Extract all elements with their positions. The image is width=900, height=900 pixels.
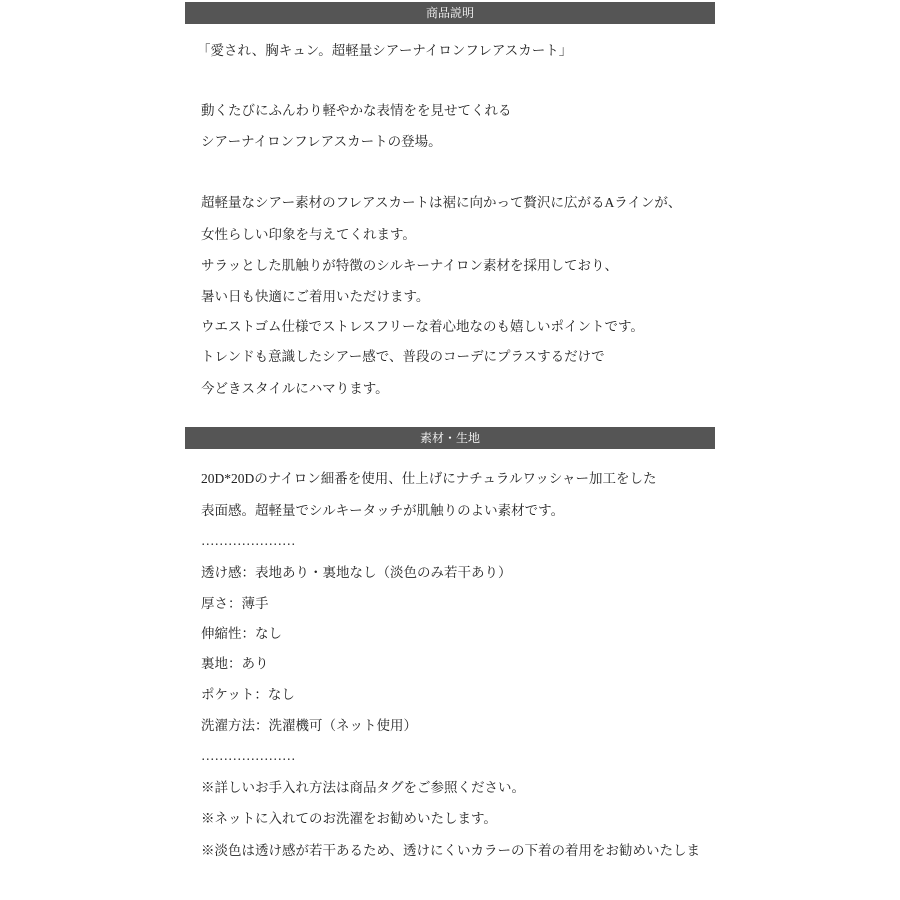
description-line: 暑い日も快適にご着用いただけます。 (201, 289, 430, 304)
note-line: ※詳しいお手入れ方法は商品タグをご参照ください。 (201, 780, 525, 795)
section-header-description: 商品説明 (185, 2, 715, 24)
section-header-material: 素材・生地 (185, 427, 715, 449)
description-line: 超軽量なシアー素材のフレアスカートは裾に向かって贅沢に広がるAラインが、 (201, 195, 682, 210)
material-line: 厚さ：薄手 (201, 596, 269, 611)
material-line: ポケット：なし (201, 687, 295, 702)
note-line: ※淡色は透け感が若干あるため、透けにくいカラーの下着の着用をお勧めいたしま (201, 843, 700, 858)
description-line: シアーナイロンフレアスカートの登場。 (201, 134, 442, 149)
description-line: 動くたびにふんわり軽やかな表情をを見せてくれる (201, 103, 512, 118)
note-line: ※ネットに入れてのお洗濯をお勧めいたします。 (201, 811, 497, 826)
description-line: 今どきスタイルにハマります。 (201, 381, 389, 396)
description-line: 「愛され、胸キュン。超軽量シアーナイロンフレアスカート」 (197, 43, 573, 58)
description-line: トレンドも意識したシアー感で、普段のコーデにプラスするだけで (201, 349, 605, 364)
dotted-divider: ………………… (201, 533, 296, 548)
material-line: 洗濯方法：洗濯機可（ネット使用） (201, 718, 417, 733)
dotted-divider: ………………… (201, 748, 296, 763)
material-line: 表面感。超軽量でシルキータッチが肌触りのよい素材です。 (201, 503, 565, 518)
description-line: ウエストゴム仕様でストレスフリーな着心地なのも嬉しいポイントです。 (201, 319, 644, 334)
material-line: 裏地：あり (201, 656, 269, 671)
material-line: 20D*20Dのナイロン細番を使用、仕上げにナチュラルワッシャー加工をした (201, 471, 657, 486)
material-line: 透け感：表地あり・裏地なし（淡色のみ若干あり） (201, 565, 512, 580)
description-line: サラッとした肌触りが特徴のシルキーナイロン素材を採用しており、 (201, 258, 618, 273)
description-line: 女性らしい印象を与えてくれます。 (201, 227, 416, 242)
material-line: 伸縮性：なし (201, 626, 282, 641)
